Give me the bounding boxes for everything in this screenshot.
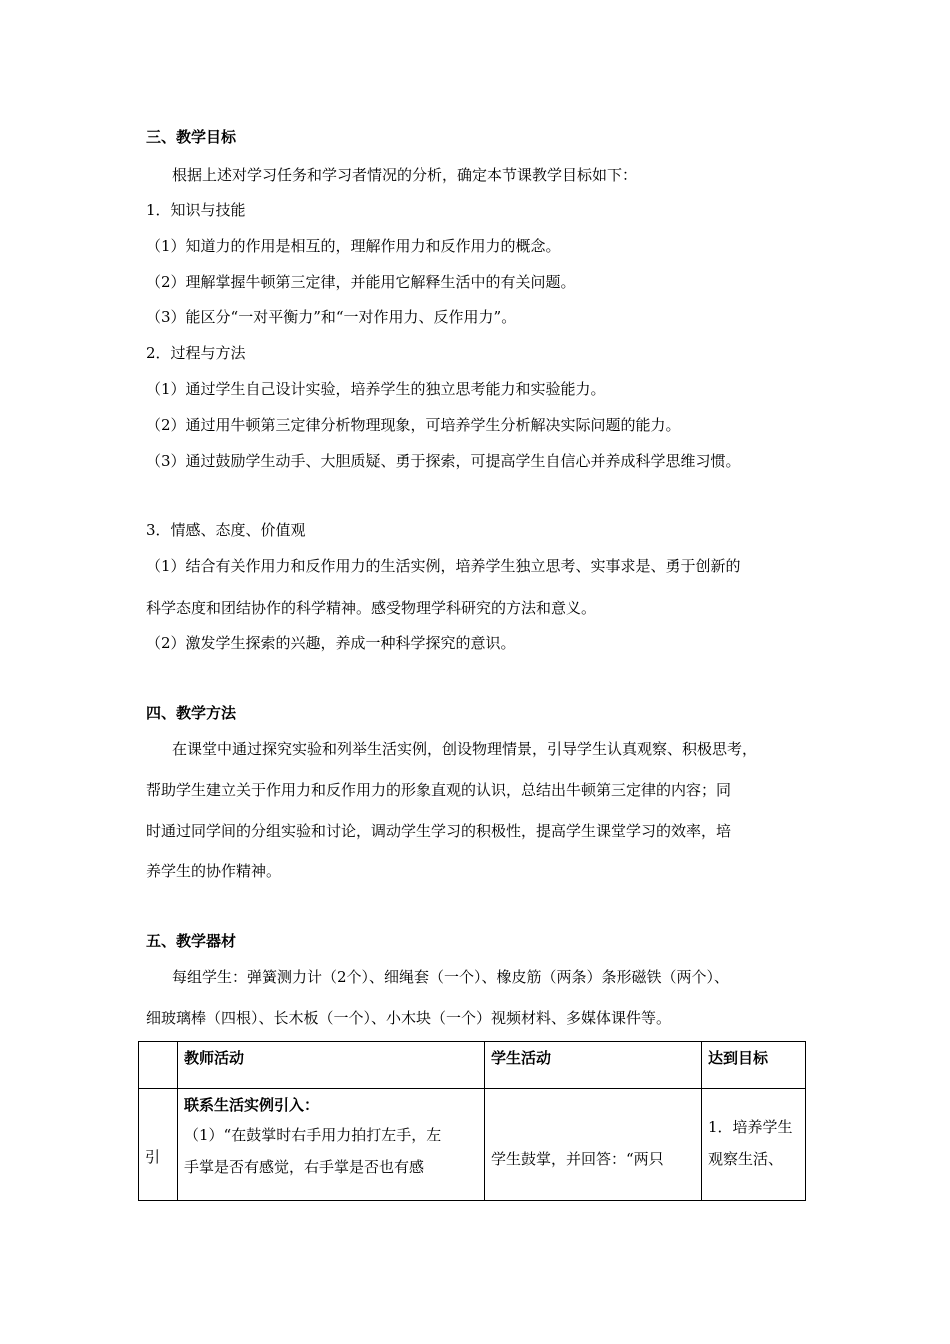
table-row xyxy=(139,1089,806,1201)
sub1-item-2: （2）理解掌握牛顿第三定律，并能用它解释生活中的有关问题。 xyxy=(146,273,576,291)
section4-line-3: 时通过同学间的分组实验和讨论，调动学生学习的积极性，提高学生课堂学习的效率，培 xyxy=(146,822,732,840)
section3-heading: 三、教学目标 xyxy=(146,128,237,146)
header-student-activity: 学生活动 xyxy=(485,1042,702,1089)
teacher-activity-line-2: 手掌是否有感觉，右手掌是否也有感 xyxy=(184,1158,425,1176)
section4-line-4: 养学生的协作精神。 xyxy=(146,862,282,880)
section5-line-1: 每组学生：弹簧测力计（2个）、细绳套（一个）、橡皮筋（两条）条形磁铁（两个）、 xyxy=(172,968,730,986)
header-stage-cell xyxy=(139,1042,178,1089)
sub2-item-2: （2）通过用牛顿第三定律分析物理现象，可培养学生分析解决实际问题的能力。 xyxy=(146,416,681,434)
sub3-title: 3．情感、态度、价值观 xyxy=(146,521,306,539)
teacher-activity-title: 联系生活实例引入： xyxy=(184,1096,320,1114)
goal-line-1: 1．培养学生 xyxy=(708,1118,793,1136)
sub2-title: 2．过程与方法 xyxy=(146,344,246,362)
sub1-item-3: （3）能区分“一对平衡力”和“一对作用力、反作用力”。 xyxy=(146,308,517,326)
sub3-item-1-line-2: 科学态度和团结协作的科学精神。感受物理学科研究的方法和意义。 xyxy=(146,599,597,617)
stage-cell: 引 xyxy=(139,1089,178,1201)
section4-heading: 四、教学方法 xyxy=(146,704,237,722)
sub1-title: 1．知识与技能 xyxy=(146,201,246,219)
sub1-item-1: （1）知道力的作用是相互的，理解作用力和反作用力的概念。 xyxy=(146,237,561,255)
goal-line-2: 观察生活、 xyxy=(708,1150,784,1168)
table-header-row xyxy=(139,1042,806,1089)
student-activity-cell xyxy=(485,1089,702,1201)
section5-heading: 五、教学器材 xyxy=(146,932,237,950)
sub3-item-2: （2）激发学生探索的兴趣，养成一种科学探究的意识。 xyxy=(146,634,516,652)
header-teacher-activity: 教师活动 xyxy=(178,1042,485,1089)
lesson-plan-table xyxy=(138,1041,806,1201)
section4-line-1: 在课堂中通过探究实验和列举生活实例，创设物理情景，引导学生认真观察、积极思考， xyxy=(172,740,758,758)
sub2-item-3: （3）通过鼓励学生动手、大胆质疑、勇于探索，可提高学生自信心并养成科学思维习惯。 xyxy=(146,452,741,470)
teacher-activity-line-1: （1）“在鼓掌时右手用力拍打左手，左 xyxy=(184,1126,442,1144)
header-goal: 达到目标 xyxy=(702,1042,806,1089)
sub2-item-1: （1）通过学生自己设计实验，培养学生的独立思考能力和实验能力。 xyxy=(146,380,606,398)
student-activity-line-1: 学生鼓掌，并回答：“两只 xyxy=(491,1149,664,1168)
section5-line-2: 细玻璃棒（四根）、长木板（一个）、小木块（一个）视频材料、多媒体课件等。 xyxy=(146,1009,672,1027)
section4-line-2: 帮助学生建立关于作用力和反作用力的形象直观的认识，总结出牛顿第三定律的内容；同 xyxy=(146,781,732,799)
goal-cell xyxy=(702,1089,806,1201)
teacher-activity-cell xyxy=(178,1089,485,1201)
sub3-item-1-line-1: （1）结合有关作用力和反作用力的生活实例，培养学生独立思考、实事求是、勇于创新的 xyxy=(146,557,741,575)
section3-intro: 根据上述对学习任务和学习者情况的分析，确定本节课教学目标如下： xyxy=(172,166,638,184)
